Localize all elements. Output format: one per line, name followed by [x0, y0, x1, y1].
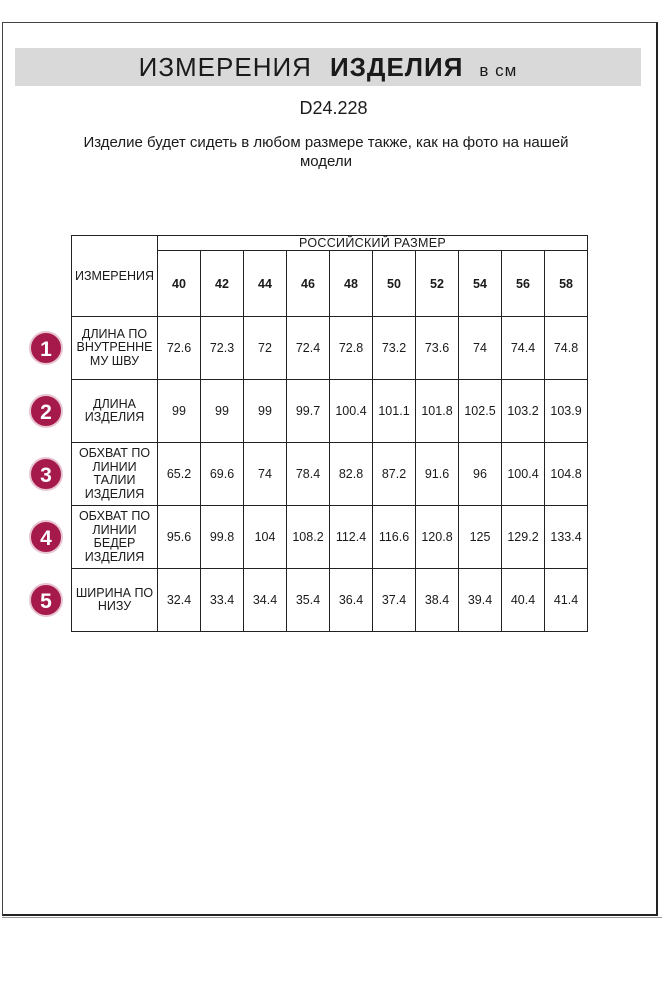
measurement-label-line: ТАЛИИ — [93, 473, 136, 487]
russian-size-header: РОССИЙСКИЙ РАЗМЕР — [158, 236, 588, 251]
measurement-label-line: ИЗДЕЛИЯ — [84, 410, 145, 424]
size-header-cell: 46 — [287, 251, 330, 317]
table-cell: 74.4 — [502, 317, 545, 380]
size-header-cell: 58 — [545, 251, 588, 317]
table-cell: 125 — [459, 506, 502, 569]
title-word-product: ИЗДЕЛИЯ — [329, 52, 464, 82]
size-header-cell: 52 — [416, 251, 459, 317]
table-cell: 72 — [244, 317, 287, 380]
table-cell: 36.4 — [330, 569, 373, 632]
table-row — [72, 380, 588, 443]
table-cell: 108.2 — [287, 506, 330, 569]
fit-note — [60, 133, 592, 171]
article-number: D24.228 — [299, 98, 368, 118]
table-row — [72, 443, 588, 506]
measurement-label-line: ДЛИНА ПО — [81, 326, 148, 341]
table-cell: 33.4 — [201, 569, 244, 632]
size-header-cell: 40 — [158, 251, 201, 317]
table-cell: 116.6 — [373, 506, 416, 569]
table-cell: 35.4 — [287, 569, 330, 632]
table-cell: 38.4 — [416, 569, 459, 632]
row-number-badge: 3 — [29, 457, 63, 491]
size-header-cell: 42 — [201, 251, 244, 317]
measurement-label-line: ОБХВАТ ПО — [78, 446, 151, 460]
title-unit: в см — [479, 61, 518, 80]
table-row — [72, 317, 588, 380]
table-cell: 40.4 — [502, 569, 545, 632]
fit-note-line: Изделие будет сидеть в любом размере также, как на фото на нашей — [83, 134, 569, 151]
measurement-label-line: БЕДЕР — [93, 536, 136, 550]
table-cell: 129.2 — [502, 506, 545, 569]
table-cell: 87.2 — [373, 443, 416, 506]
table-cell: 101.1 — [373, 380, 416, 443]
table-cell: 99.7 — [287, 380, 330, 443]
row-number-badge: 1 — [29, 331, 63, 365]
size-header-cell: 54 — [459, 251, 502, 317]
measurement-label-line: ИЗДЕЛИЯ — [84, 549, 145, 564]
row-number-badge: 4 — [29, 520, 63, 554]
table-header-row — [72, 236, 588, 251]
table-cell: 99 — [158, 380, 201, 443]
table-cell: 34.4 — [244, 569, 287, 632]
table-cell: 100.4 — [330, 380, 373, 443]
measurement-label-line: ЛИНИИ — [92, 459, 137, 474]
table-cell: 72.3 — [201, 317, 244, 380]
table-cell: 73.2 — [373, 317, 416, 380]
measurement-label-line: НИЗУ — [97, 599, 132, 613]
table-cell: 99.8 — [201, 506, 244, 569]
table-cell: 32.4 — [158, 569, 201, 632]
table-cell: 72.6 — [158, 317, 201, 380]
measurement-label-line: ДЛИНА — [92, 396, 137, 411]
table-cell: 101.8 — [416, 380, 459, 443]
table-cell: 95.6 — [158, 506, 201, 569]
table-cell: 102.5 — [459, 380, 502, 443]
table-cell: 100.4 — [502, 443, 545, 506]
measurement-label-line: ВНУТРЕННЕ — [76, 340, 153, 355]
table-cell: 78.4 — [287, 443, 330, 506]
table-cell: 120.8 — [416, 506, 459, 569]
table-cell: 99 — [244, 380, 287, 443]
table-row — [72, 506, 588, 569]
measurement-label-line: ОБХВАТ ПО — [78, 509, 151, 523]
measurement-label-line: МУ ШВУ — [89, 353, 140, 368]
fit-note-line: модели — [299, 153, 353, 170]
table-cell: 41.4 — [545, 569, 588, 632]
size-header-cell: 48 — [330, 251, 373, 317]
row-number-badge: 2 — [29, 394, 63, 428]
measurements-header: ИЗМЕРЕНИЯ — [72, 236, 158, 317]
table-cell: 133.4 — [545, 506, 588, 569]
table-cell: 65.2 — [158, 443, 201, 506]
table-cell: 82.8 — [330, 443, 373, 506]
table-cell: 73.6 — [416, 317, 459, 380]
bottom-divider — [2, 917, 662, 918]
table-cell: 104 — [244, 506, 287, 569]
measurement-label — [72, 569, 158, 632]
size-header-cell: 50 — [373, 251, 416, 317]
table-cell: 72.4 — [287, 317, 330, 380]
table-cell: 39.4 — [459, 569, 502, 632]
measurement-label-line: ИЗДЕЛИЯ — [84, 486, 145, 501]
table-cell: 103.9 — [545, 380, 588, 443]
row-number-badge: 5 — [29, 583, 63, 617]
table-cell: 103.2 — [502, 380, 545, 443]
size-header-cell: 56 — [502, 251, 545, 317]
table-cell: 74.8 — [545, 317, 588, 380]
table-cell: 99 — [201, 380, 244, 443]
table-cell: 74 — [459, 317, 502, 380]
size-table — [71, 235, 588, 632]
table-cell: 72.8 — [330, 317, 373, 380]
measurement-label — [72, 317, 158, 380]
measurement-label — [72, 443, 158, 506]
table-cell: 91.6 — [416, 443, 459, 506]
title-word-measurements: ИЗМЕРЕНИЯ — [138, 52, 312, 82]
table-row — [72, 569, 588, 632]
table-cell: 69.6 — [201, 443, 244, 506]
measurement-label-line: ЛИНИИ — [92, 522, 137, 537]
table-cell: 104.8 — [545, 443, 588, 506]
title-banner — [15, 48, 641, 86]
measurement-label — [72, 506, 158, 569]
table-cell: 37.4 — [373, 569, 416, 632]
table-cell: 74 — [244, 443, 287, 506]
table-cell: 96 — [459, 443, 502, 506]
measurement-label — [72, 380, 158, 443]
measurement-label-line: ШИРИНА ПО — [75, 585, 154, 600]
size-header-cell: 44 — [244, 251, 287, 317]
table-cell: 112.4 — [330, 506, 373, 569]
